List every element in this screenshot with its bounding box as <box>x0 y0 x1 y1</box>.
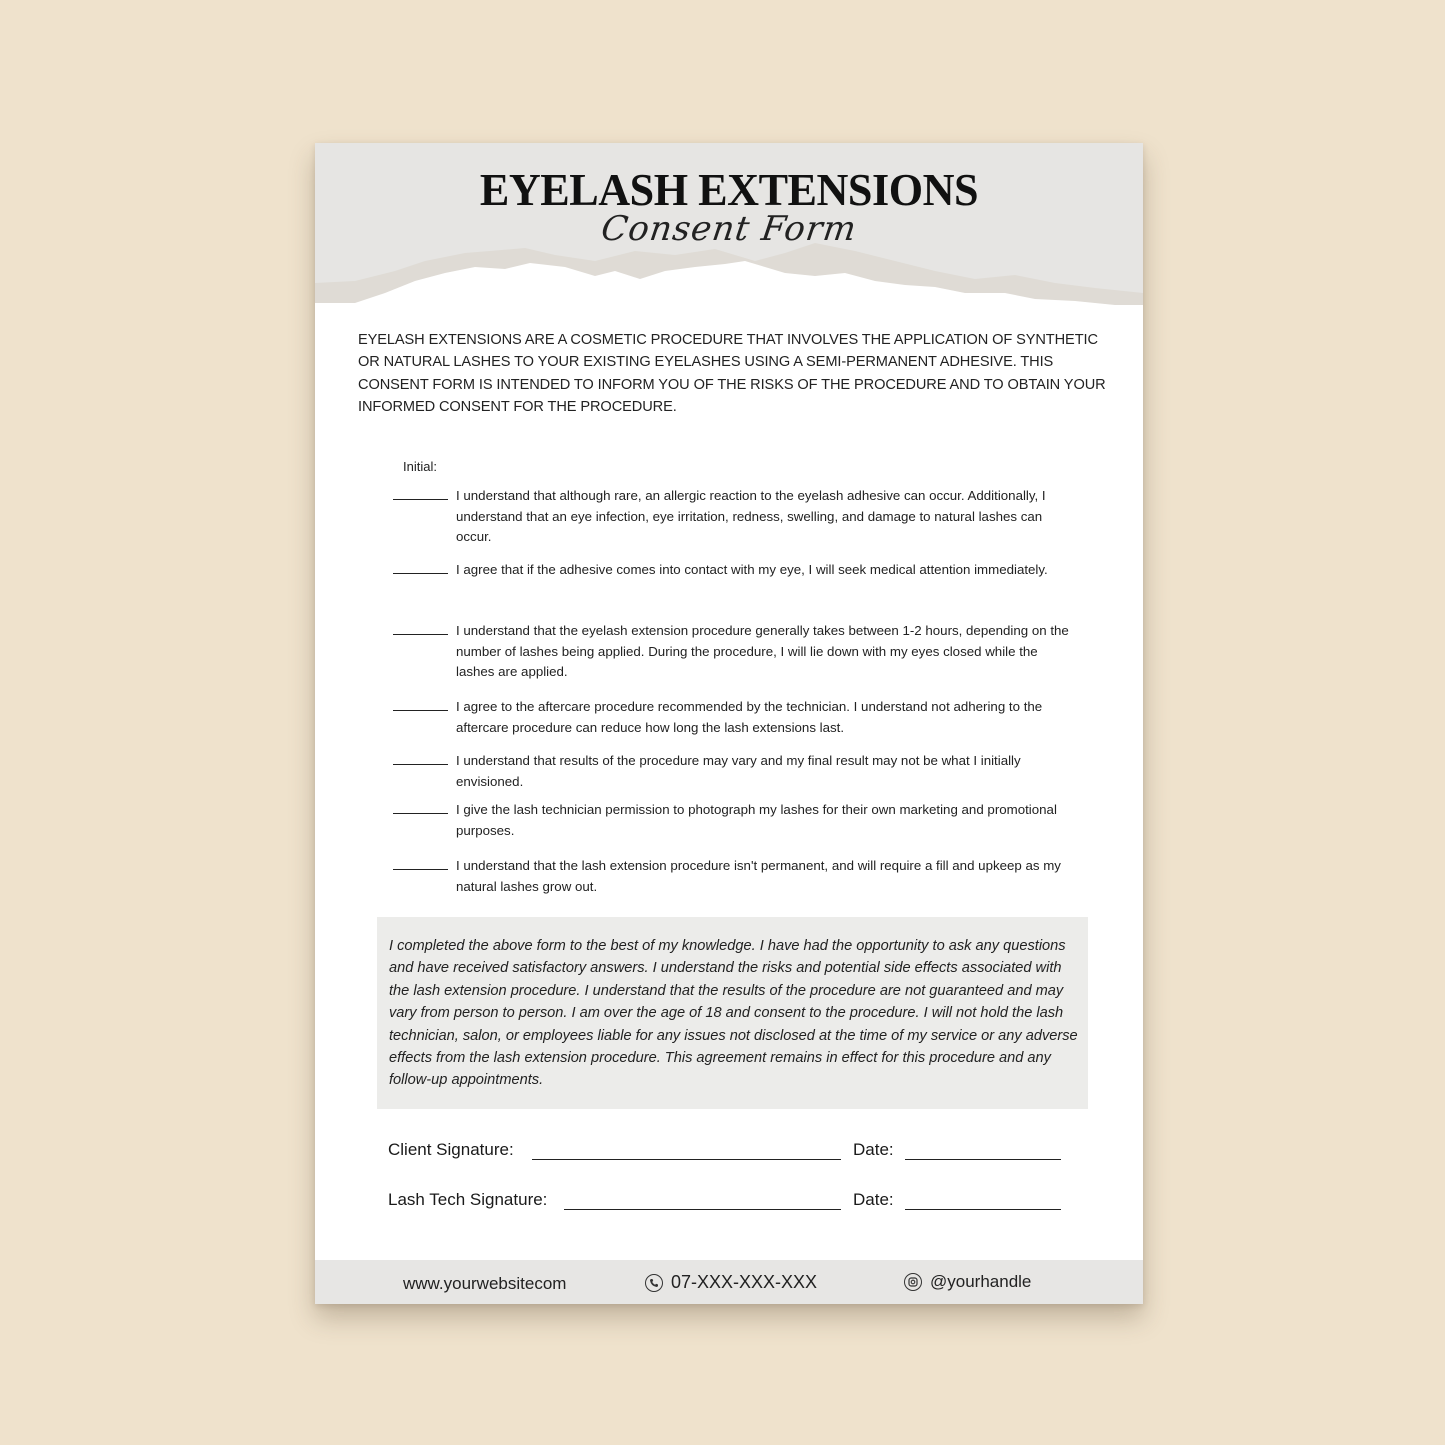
initial-blank[interactable] <box>393 709 448 711</box>
social-contact <box>904 1272 1031 1292</box>
initial-item-text: I understand that the lash extension procedure isn't permanent, and will require a fill and upkeep as my natural lashes grow out. <box>456 858 1061 894</box>
tech-signature-label: Lash Tech Signature: <box>388 1190 548 1209</box>
client-date-field[interactable] <box>905 1159 1061 1160</box>
consent-statement: I completed the above form to the best of my knowledge. I have had the opportunity to ask any questions and have received satisfactory answers. I understand the risks and potential side effects associated with the lash extension procedure. I understand that the results of the procedure are not guaranteed and may vary from person to person. I am over the age of 18 and consent to the procedure. I will not hold the lash technician, salon, or employees liable for any issues not disclosed at the time of my service or any adverse effects from the lash extension procedure. This agreement remains in effect for this procedure and any follow-up appointments. <box>389 938 1078 1089</box>
consent-statement-box <box>377 917 1088 1109</box>
initial-blank[interactable] <box>393 498 448 500</box>
tech-date-label: Date: <box>853 1190 894 1209</box>
phone-number[interactable]: 07-XXX-XXX-XXX <box>671 1272 818 1292</box>
tech-signature-field[interactable] <box>564 1209 841 1210</box>
website-link[interactable]: www.yourwebsitecom <box>403 1274 567 1293</box>
initial-item-text: I understand that although rare, an allergic reaction to the eyelash adhesive can occur. Additionally, I understand that an eye infection, eye irritation, redness, swelling, and damage to natural lashes can occur. <box>456 488 1046 545</box>
initial-item-text: I agree that if the adhesive comes into contact with my eye, I will seek medical attention immediately. <box>456 562 1048 577</box>
client-date-label: Date: <box>853 1140 894 1159</box>
initial-blank[interactable] <box>393 812 448 814</box>
social-handle[interactable]: @yourhandle <box>930 1272 1032 1291</box>
phone-icon <box>645 1274 663 1292</box>
tech-signature-row <box>388 1190 1088 1214</box>
initial-item-text: I agree to the aftercare procedure recommended by the technician. I understand not adhering to the aftercare procedure can reduce how long the lash extensions last. <box>456 699 1043 735</box>
initial-blank[interactable] <box>393 633 448 635</box>
page-subtitle: Consent Form <box>598 209 860 249</box>
initial-label: Initial: <box>403 459 437 474</box>
tech-date-field[interactable] <box>905 1209 1061 1210</box>
client-signature-row <box>388 1140 1088 1164</box>
intro-paragraph: EYELASH EXTENSIONS ARE A COSMETIC PROCEDURE THAT INVOLVES THE APPLICATION OF SYNTHETIC OR NATURAL LASHES TO YOUR EXISTING EYELASHES USING A SEMI-PERMANENT ADHESIVE. THIS CONSENT FORM IS INTENDED TO INFORM YOU OF THE RISKS OF THE PROCEDURE AND TO OBTAIN YOUR INFORMED CONSENT FOR THE PROCEDURE. <box>358 332 1106 416</box>
footer-band <box>315 1260 1143 1304</box>
phone-contact <box>645 1272 817 1293</box>
initial-item-text: I understand that the eyelash extension procedure generally takes between 1-2 hours, depending on the number of lashes being applied. During the procedure, I will lie down with my eyes closed while the lashes are applied. <box>456 623 1069 680</box>
initial-item-text: I understand that results of the procedure may vary and my final result may not be what I initially envisioned. <box>456 753 1021 789</box>
initial-item-text: I give the lash technician permission to photograph my lashes for their own marketing and promotional purposes. <box>456 802 1057 838</box>
initial-blank[interactable] <box>393 763 448 765</box>
client-signature-field[interactable] <box>532 1159 841 1160</box>
initial-blank[interactable] <box>393 572 448 574</box>
client-signature-label: Client Signature: <box>388 1140 514 1159</box>
initial-blank[interactable] <box>393 868 448 870</box>
header-band <box>315 143 1143 313</box>
instagram-icon <box>904 1273 922 1291</box>
page-title: EYELASH EXTENSIONS <box>479 164 979 215</box>
consent-form-page <box>315 143 1143 1304</box>
